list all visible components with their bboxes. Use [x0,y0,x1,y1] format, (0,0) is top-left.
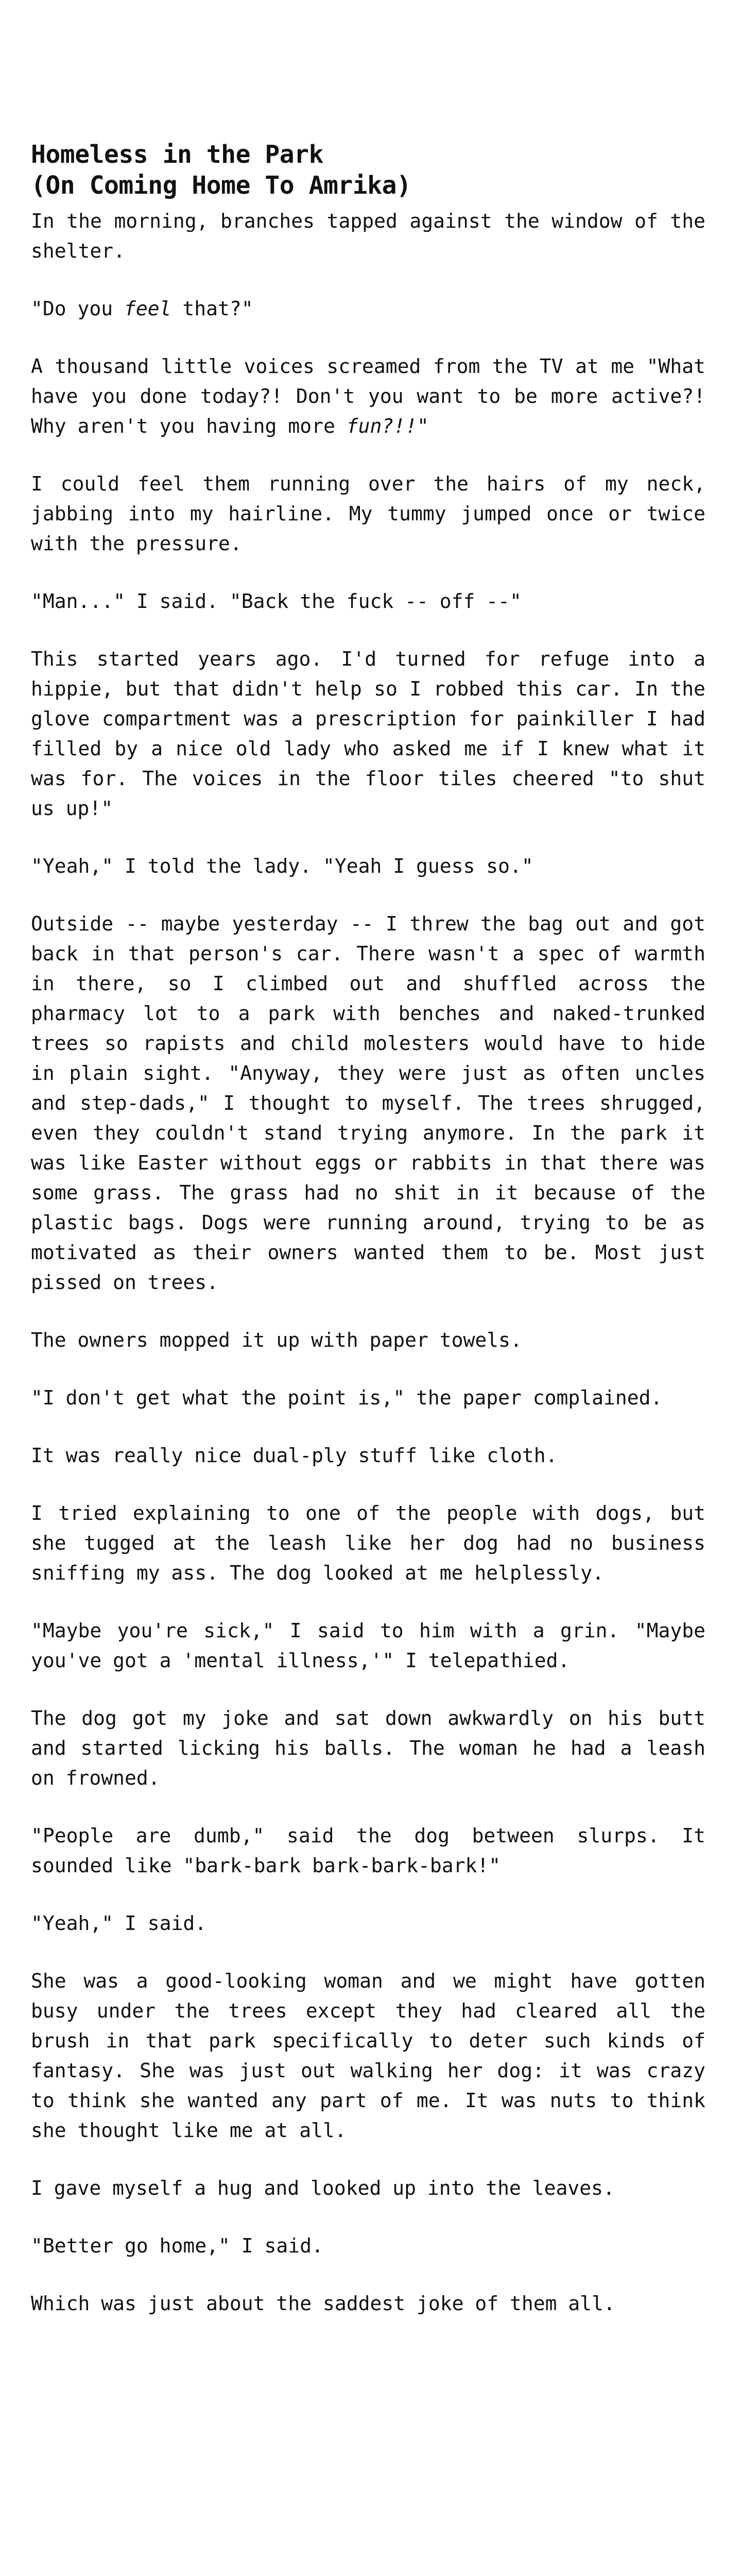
paragraph-text: Outside -- maybe yesterday -- I threw the bag out and got back in that person's car. There wasn't a spec of warmth in there, so I climbed out and shuffled across the pharmacy lot to a park with benches and naked-trunked trees so rapists and child molesters would have to hide in plain sight. "Anyway, they were just as often uncles and step-dads," I thought to myself. The trees shrugged, even they couldn't stand trying anymore. In the park it was like Easter without eggs or rabbits in that there was some grass. The grass had no shit in it because of the plastic bags. Dogs were running around, trying to be as motivated as their owners wanted them to be. Most just pissed on trees. [31,912,705,1294]
story-paragraph [31,1498,705,1588]
story-paragraph [31,644,705,823]
story-paragraph [31,586,705,616]
story-body [31,206,705,2318]
paragraph-text: The dog got my joke and sat down awkwardly on his butt and started licking his balls. The woman he had a leash on frowned. [31,1707,705,1789]
story-paragraph [31,351,705,441]
italic-text: fun?!! [346,415,417,437]
story-paragraph [31,909,705,1297]
paragraph-text: that?" [171,297,253,320]
paragraph-text: I could feel them running over the hairs of my neck, jabbing into my hairline. My tummy jumped once or twice with the pressure. [31,472,705,555]
story-paragraph [31,851,705,881]
story-title-line-2: (On Coming Home To Amrika) [31,171,411,200]
story-title-line-1: Homeless in the Park [31,140,323,169]
paragraph-text: "Better go home," I said. [31,2234,323,2257]
story-paragraph [31,1440,705,1470]
story-paragraph [31,1821,705,1880]
paragraph-text: Which was just about the saddest joke of them all. [31,2292,615,2315]
paragraph-text: "Do you [31,297,125,320]
story-paragraph [31,1703,705,1793]
paragraph-text: It was really nice dual-ply stuff like cloth. [31,1444,558,1467]
paragraph-text: " [417,415,429,437]
story-paragraph [31,2231,705,2261]
story-paragraph [31,1966,705,2145]
paragraph-text: "People are dumb," said the dog between slurps. It sounded like "bark-bark bark-bark-bark!" [31,1824,705,1877]
paragraph-text: The owners mopped it up with paper towels. [31,1329,522,1351]
story-paragraph [31,1616,705,1675]
story-paragraph [31,1383,705,1413]
paragraph-text: This started years ago. I'd turned for refuge into a hippie, but that didn't help so I robbed this car. In the glove compartment was a prescription for painkiller I had filled by a nice old lady who asked me if I knew what it was for. The voices in the floor tiles cheered "to shut us up!" [31,648,705,820]
italic-text: feel [124,297,171,320]
story-paragraph [31,294,705,324]
story-paragraph [31,1908,705,1938]
story-title [31,139,705,201]
paragraph-text: "Maybe you're sick," I said to him with a grin. "Maybe you've got a 'mental illness,'" I telepathied. [31,1619,705,1672]
paragraph-text: I tried explaining to one of the people with dogs, but she tugged at the leash like her dog had no business sniffing my ass. The dog looked at me helplessly. [31,1502,705,1584]
paragraph-text: She was a good-looking woman and we might have gotten busy under the trees except they had cleared all the brush in that park specifically to deter such kinds of fantasy. She was just out walking her dog: it was crazy to think she wanted any part of me. It was nuts to think she thought like me at all. [31,1970,705,2142]
story-paragraph [31,2289,705,2318]
story-paragraph [31,206,705,266]
paragraph-text: "Man..." I said. "Back the fuck -- off --" [31,590,522,613]
paragraph-text: A thousand little voices screamed from the TV at me "What have you done today?! Don't you want to be more active?! Why aren't you having more [31,355,705,437]
paragraph-text: In the morning, branches tapped against the window of the shelter. [31,210,705,262]
story-paragraph [31,2173,705,2203]
story-paragraph [31,1325,705,1355]
paragraph-text: "I don't get what the point is," the paper complained. [31,1386,663,1409]
story-page [31,139,705,2346]
paragraph-text: I gave myself a hug and looked up into the leaves. [31,2177,615,2199]
paragraph-text: "Yeah," I said. [31,1912,207,1935]
story-paragraph [31,469,705,558]
paragraph-text: "Yeah," I told the lady. "Yeah I guess so." [31,855,533,877]
